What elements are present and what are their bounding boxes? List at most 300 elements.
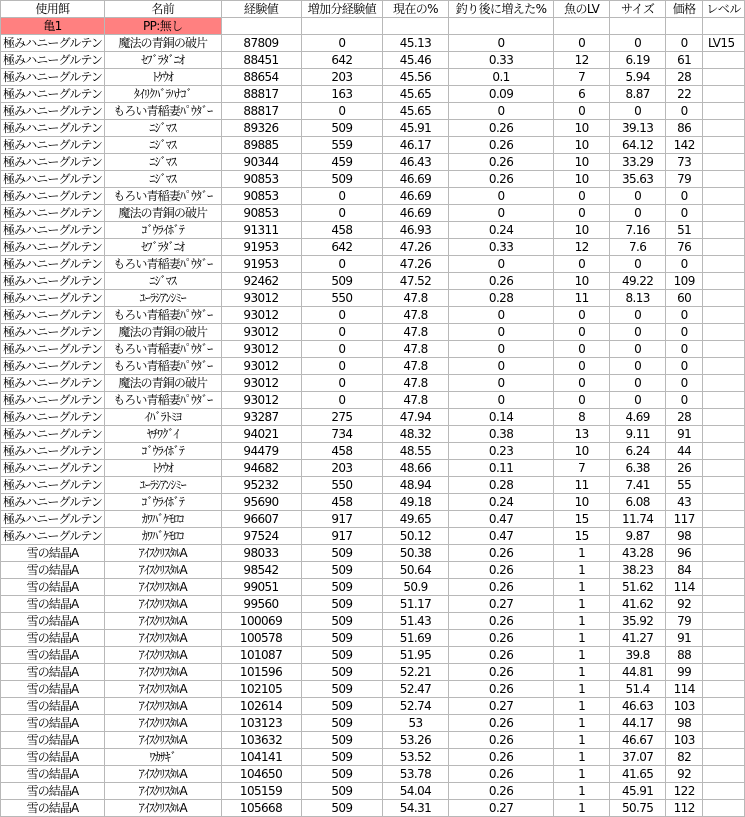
size-cell[interactable]: 6.38: [609, 460, 665, 477]
percent-gain-cell[interactable]: 0.27: [448, 800, 554, 817]
exp-cell[interactable]: 101596: [221, 664, 301, 681]
name-cell[interactable]: ｱｲｽｸﾘｽﾀﾙA: [104, 732, 221, 749]
exp-gain-cell[interactable]: 0: [301, 256, 383, 273]
exp-cell[interactable]: 104650: [221, 766, 301, 783]
bait-cell[interactable]: 極みハニーグルテン: [1, 239, 105, 256]
exp-cell[interactable]: 105159: [221, 783, 301, 800]
current-percent-cell[interactable]: 52.21: [383, 664, 449, 681]
fish-level-cell[interactable]: 1: [554, 800, 610, 817]
name-cell[interactable]: ｱｲｽｸﾘｽﾀﾙA: [104, 715, 221, 732]
size-cell[interactable]: 64.12: [609, 137, 665, 154]
percent-gain-cell[interactable]: 0.26: [448, 613, 554, 630]
bait-cell[interactable]: 極みハニーグルテン: [1, 341, 105, 358]
bait-cell[interactable]: 極みハニーグルテン: [1, 358, 105, 375]
level-cell[interactable]: [703, 647, 745, 664]
name-cell[interactable]: ﾄｹｳｵ: [104, 69, 221, 86]
level-cell[interactable]: [703, 52, 745, 69]
level-cell[interactable]: [703, 766, 745, 783]
percent-gain-cell[interactable]: 0.24: [448, 494, 554, 511]
fish-level-cell[interactable]: 8: [554, 409, 610, 426]
percent-gain-cell[interactable]: 0.28: [448, 477, 554, 494]
percent-gain-cell[interactable]: 0.26: [448, 664, 554, 681]
size-cell[interactable]: 0: [609, 103, 665, 120]
size-cell[interactable]: 33.29: [609, 154, 665, 171]
name-cell[interactable]: ﾕｰﾗｼｱﾝｼﾐｰ: [104, 290, 221, 307]
level-cell[interactable]: [703, 494, 745, 511]
size-cell[interactable]: 6.24: [609, 443, 665, 460]
percent-gain-cell[interactable]: 0.26: [448, 171, 554, 188]
level-cell[interactable]: [703, 120, 745, 137]
exp-gain-cell[interactable]: 509: [301, 749, 383, 766]
current-percent-cell[interactable]: 47.8: [383, 341, 449, 358]
exp-gain-cell[interactable]: 917: [301, 528, 383, 545]
price-cell[interactable]: 86: [666, 120, 703, 137]
name-cell[interactable]: ｺﾞｳﾗｲﾎﾞﾃ: [104, 222, 221, 239]
exp-cell[interactable]: 105668: [221, 800, 301, 817]
exp-gain-cell[interactable]: 0: [301, 103, 383, 120]
price-cell[interactable]: 22: [666, 86, 703, 103]
level-cell[interactable]: [703, 409, 745, 426]
size-cell[interactable]: 44.17: [609, 715, 665, 732]
size-cell[interactable]: 6.08: [609, 494, 665, 511]
fish-level-cell[interactable]: 15: [554, 511, 610, 528]
fish-level-cell[interactable]: 1: [554, 732, 610, 749]
size-cell[interactable]: 0: [609, 375, 665, 392]
percent-gain-cell[interactable]: 0.14: [448, 409, 554, 426]
bait-cell[interactable]: 極みハニーグルテン: [1, 443, 105, 460]
header-bait[interactable]: 使用餌: [1, 1, 105, 18]
current-percent-cell[interactable]: 47.8: [383, 358, 449, 375]
bait-cell[interactable]: 雪の結晶A: [1, 766, 105, 783]
name-cell[interactable]: もろい青稲妻ﾊﾟｳﾀﾞｰ: [104, 103, 221, 120]
exp-gain-cell[interactable]: 458: [301, 443, 383, 460]
percent-gain-cell[interactable]: 0.26: [448, 120, 554, 137]
price-cell[interactable]: 51: [666, 222, 703, 239]
exp-gain-cell[interactable]: 550: [301, 477, 383, 494]
current-percent-cell[interactable]: 50.12: [383, 528, 449, 545]
size-cell[interactable]: 0: [609, 188, 665, 205]
name-cell[interactable]: ﾀｲﾘｸﾊﾞﾗﾊﾅｺﾞ: [104, 86, 221, 103]
exp-gain-cell[interactable]: 509: [301, 579, 383, 596]
current-percent-cell[interactable]: 49.65: [383, 511, 449, 528]
level-cell[interactable]: [703, 511, 745, 528]
current-percent-cell[interactable]: 46.17: [383, 137, 449, 154]
header-current-percent[interactable]: 現在の%: [383, 1, 449, 18]
price-cell[interactable]: 98: [666, 528, 703, 545]
percent-gain-cell[interactable]: 0.24: [448, 222, 554, 239]
exp-cell[interactable]: 99051: [221, 579, 301, 596]
exp-cell[interactable]: 97524: [221, 528, 301, 545]
percent-gain-cell[interactable]: 0.26: [448, 647, 554, 664]
name-cell[interactable]: ﾔﾁﾜｸﾞｲ: [104, 426, 221, 443]
price-cell[interactable]: 109: [666, 273, 703, 290]
size-cell[interactable]: 51.4: [609, 681, 665, 698]
current-percent-cell[interactable]: 49.18: [383, 494, 449, 511]
level-cell[interactable]: LV15: [703, 35, 745, 52]
percent-gain-cell[interactable]: 0.27: [448, 596, 554, 613]
bait-cell[interactable]: 極みハニーグルテン: [1, 154, 105, 171]
percent-gain-cell[interactable]: 0.27: [448, 698, 554, 715]
level-cell[interactable]: [703, 188, 745, 205]
bait-cell[interactable]: 極みハニーグルテン: [1, 307, 105, 324]
level-cell[interactable]: [703, 613, 745, 630]
bait-cell[interactable]: 極みハニーグルテン: [1, 392, 105, 409]
sub-header-name[interactable]: PP:無し: [104, 18, 221, 35]
percent-gain-cell[interactable]: 0: [448, 103, 554, 120]
percent-gain-cell[interactable]: 0.26: [448, 630, 554, 647]
price-cell[interactable]: 0: [666, 358, 703, 375]
percent-gain-cell[interactable]: 0: [448, 307, 554, 324]
exp-cell[interactable]: 102614: [221, 698, 301, 715]
level-cell[interactable]: [703, 579, 745, 596]
level-cell[interactable]: [703, 783, 745, 800]
size-cell[interactable]: 8.13: [609, 290, 665, 307]
price-cell[interactable]: 142: [666, 137, 703, 154]
price-cell[interactable]: 92: [666, 596, 703, 613]
price-cell[interactable]: 44: [666, 443, 703, 460]
percent-gain-cell[interactable]: 0.38: [448, 426, 554, 443]
header-percent-gain[interactable]: 釣り後に増えた%: [448, 1, 554, 18]
level-cell[interactable]: [703, 732, 745, 749]
exp-cell[interactable]: 90853: [221, 188, 301, 205]
exp-gain-cell[interactable]: 559: [301, 137, 383, 154]
bait-cell[interactable]: 雪の結晶A: [1, 579, 105, 596]
fish-level-cell[interactable]: 0: [554, 307, 610, 324]
current-percent-cell[interactable]: 48.94: [383, 477, 449, 494]
size-cell[interactable]: 7.16: [609, 222, 665, 239]
fish-level-cell[interactable]: 7: [554, 69, 610, 86]
current-percent-cell[interactable]: 51.69: [383, 630, 449, 647]
percent-gain-cell[interactable]: 0.26: [448, 783, 554, 800]
current-percent-cell[interactable]: 47.8: [383, 392, 449, 409]
name-cell[interactable]: 魔法の青銅の破片: [104, 324, 221, 341]
bait-cell[interactable]: 雪の結晶A: [1, 613, 105, 630]
size-cell[interactable]: 46.67: [609, 732, 665, 749]
exp-cell[interactable]: 93012: [221, 324, 301, 341]
current-percent-cell[interactable]: 45.56: [383, 69, 449, 86]
empty-cell[interactable]: [666, 18, 703, 35]
exp-gain-cell[interactable]: 0: [301, 375, 383, 392]
current-percent-cell[interactable]: 51.43: [383, 613, 449, 630]
size-cell[interactable]: 0: [609, 307, 665, 324]
exp-gain-cell[interactable]: 509: [301, 647, 383, 664]
level-cell[interactable]: [703, 341, 745, 358]
exp-cell[interactable]: 93012: [221, 307, 301, 324]
fish-level-cell[interactable]: 0: [554, 35, 610, 52]
header-name[interactable]: 名前: [104, 1, 221, 18]
price-cell[interactable]: 79: [666, 613, 703, 630]
exp-gain-cell[interactable]: 0: [301, 205, 383, 222]
level-cell[interactable]: [703, 205, 745, 222]
exp-gain-cell[interactable]: 509: [301, 783, 383, 800]
price-cell[interactable]: 84: [666, 562, 703, 579]
price-cell[interactable]: 61: [666, 52, 703, 69]
size-cell[interactable]: 4.69: [609, 409, 665, 426]
exp-cell[interactable]: 90853: [221, 205, 301, 222]
price-cell[interactable]: 88: [666, 647, 703, 664]
name-cell[interactable]: 魔法の青銅の破片: [104, 35, 221, 52]
current-percent-cell[interactable]: 46.69: [383, 188, 449, 205]
fish-level-cell[interactable]: 0: [554, 375, 610, 392]
fish-level-cell[interactable]: 12: [554, 239, 610, 256]
header-price[interactable]: 価格: [666, 1, 703, 18]
level-cell[interactable]: [703, 562, 745, 579]
exp-gain-cell[interactable]: 509: [301, 766, 383, 783]
level-cell[interactable]: [703, 324, 745, 341]
name-cell[interactable]: ｺﾞｳﾗｲﾎﾞﾃ: [104, 494, 221, 511]
price-cell[interactable]: 43: [666, 494, 703, 511]
fish-level-cell[interactable]: 13: [554, 426, 610, 443]
fish-level-cell[interactable]: 15: [554, 528, 610, 545]
level-cell[interactable]: [703, 222, 745, 239]
exp-gain-cell[interactable]: 509: [301, 698, 383, 715]
name-cell[interactable]: ｱｲｽｸﾘｽﾀﾙA: [104, 766, 221, 783]
size-cell[interactable]: 50.75: [609, 800, 665, 817]
percent-gain-cell[interactable]: 0.26: [448, 137, 554, 154]
fish-level-cell[interactable]: 0: [554, 103, 610, 120]
percent-gain-cell[interactable]: 0: [448, 358, 554, 375]
name-cell[interactable]: ﾄｹｳｵ: [104, 460, 221, 477]
current-percent-cell[interactable]: 45.65: [383, 103, 449, 120]
name-cell[interactable]: ｱｲｽｸﾘｽﾀﾙA: [104, 596, 221, 613]
current-percent-cell[interactable]: 48.55: [383, 443, 449, 460]
exp-cell[interactable]: 88654: [221, 69, 301, 86]
price-cell[interactable]: 103: [666, 732, 703, 749]
sub-header-bait[interactable]: 亀1: [1, 18, 105, 35]
current-percent-cell[interactable]: 47.8: [383, 290, 449, 307]
current-percent-cell[interactable]: 48.66: [383, 460, 449, 477]
exp-gain-cell[interactable]: 203: [301, 460, 383, 477]
exp-cell[interactable]: 88451: [221, 52, 301, 69]
percent-gain-cell[interactable]: 0.26: [448, 273, 554, 290]
current-percent-cell[interactable]: 47.8: [383, 324, 449, 341]
bait-cell[interactable]: 極みハニーグルテン: [1, 426, 105, 443]
exp-cell[interactable]: 102105: [221, 681, 301, 698]
header-fish-level[interactable]: 魚のLV: [554, 1, 610, 18]
name-cell[interactable]: ﾆｼﾞﾏｽ: [104, 154, 221, 171]
fish-level-cell[interactable]: 1: [554, 681, 610, 698]
level-cell[interactable]: [703, 358, 745, 375]
exp-cell[interactable]: 91311: [221, 222, 301, 239]
price-cell[interactable]: 0: [666, 205, 703, 222]
price-cell[interactable]: 0: [666, 392, 703, 409]
exp-gain-cell[interactable]: 509: [301, 273, 383, 290]
bait-cell[interactable]: 極みハニーグルテン: [1, 120, 105, 137]
percent-gain-cell[interactable]: 0.09: [448, 86, 554, 103]
percent-gain-cell[interactable]: 0: [448, 35, 554, 52]
percent-gain-cell[interactable]: 0.26: [448, 579, 554, 596]
name-cell[interactable]: もろい青稲妻ﾊﾟｳﾀﾞｰ: [104, 307, 221, 324]
current-percent-cell[interactable]: 53.52: [383, 749, 449, 766]
empty-cell[interactable]: [448, 18, 554, 35]
exp-gain-cell[interactable]: 509: [301, 613, 383, 630]
bait-cell[interactable]: 雪の結晶A: [1, 732, 105, 749]
name-cell[interactable]: 魔法の青銅の破片: [104, 205, 221, 222]
current-percent-cell[interactable]: 46.93: [383, 222, 449, 239]
exp-gain-cell[interactable]: 509: [301, 732, 383, 749]
exp-gain-cell[interactable]: 509: [301, 681, 383, 698]
exp-cell[interactable]: 100069: [221, 613, 301, 630]
bait-cell[interactable]: 極みハニーグルテン: [1, 528, 105, 545]
size-cell[interactable]: 41.62: [609, 596, 665, 613]
bait-cell[interactable]: 極みハニーグルテン: [1, 69, 105, 86]
level-cell[interactable]: [703, 664, 745, 681]
bait-cell[interactable]: 極みハニーグルテン: [1, 256, 105, 273]
exp-cell[interactable]: 93012: [221, 341, 301, 358]
current-percent-cell[interactable]: 51.95: [383, 647, 449, 664]
current-percent-cell[interactable]: 45.46: [383, 52, 449, 69]
exp-gain-cell[interactable]: 642: [301, 239, 383, 256]
current-percent-cell[interactable]: 54.04: [383, 783, 449, 800]
exp-cell[interactable]: 87809: [221, 35, 301, 52]
exp-gain-cell[interactable]: 458: [301, 494, 383, 511]
percent-gain-cell[interactable]: 0.26: [448, 154, 554, 171]
name-cell[interactable]: ﾕｰﾗｼｱﾝｼﾐｰ: [104, 477, 221, 494]
percent-gain-cell[interactable]: 0.1: [448, 69, 554, 86]
exp-cell[interactable]: 92462: [221, 273, 301, 290]
size-cell[interactable]: 39.8: [609, 647, 665, 664]
percent-gain-cell[interactable]: 0.26: [448, 732, 554, 749]
bait-cell[interactable]: 極みハニーグルテン: [1, 375, 105, 392]
size-cell[interactable]: 46.63: [609, 698, 665, 715]
percent-gain-cell[interactable]: 0.26: [448, 715, 554, 732]
percent-gain-cell[interactable]: 0.26: [448, 681, 554, 698]
fish-level-cell[interactable]: 0: [554, 205, 610, 222]
exp-cell[interactable]: 104141: [221, 749, 301, 766]
exp-gain-cell[interactable]: 509: [301, 171, 383, 188]
exp-cell[interactable]: 96607: [221, 511, 301, 528]
current-percent-cell[interactable]: 45.13: [383, 35, 449, 52]
header-level[interactable]: レベル: [703, 1, 745, 18]
bait-cell[interactable]: 雪の結晶A: [1, 545, 105, 562]
name-cell[interactable]: ｱｲｽｸﾘｽﾀﾙA: [104, 545, 221, 562]
price-cell[interactable]: 117: [666, 511, 703, 528]
fish-level-cell[interactable]: 10: [554, 494, 610, 511]
current-percent-cell[interactable]: 54.31: [383, 800, 449, 817]
price-cell[interactable]: 55: [666, 477, 703, 494]
percent-gain-cell[interactable]: 0.23: [448, 443, 554, 460]
level-cell[interactable]: [703, 86, 745, 103]
fish-level-cell[interactable]: 1: [554, 630, 610, 647]
name-cell[interactable]: ｱｲｽｸﾘｽﾀﾙA: [104, 630, 221, 647]
name-cell[interactable]: ﾆｼﾞﾏｽ: [104, 120, 221, 137]
name-cell[interactable]: ｱｲｽｸﾘｽﾀﾙA: [104, 664, 221, 681]
percent-gain-cell[interactable]: 0.28: [448, 290, 554, 307]
current-percent-cell[interactable]: 50.38: [383, 545, 449, 562]
price-cell[interactable]: 28: [666, 69, 703, 86]
exp-cell[interactable]: 90853: [221, 171, 301, 188]
current-percent-cell[interactable]: 53.78: [383, 766, 449, 783]
current-percent-cell[interactable]: 45.65: [383, 86, 449, 103]
level-cell[interactable]: [703, 698, 745, 715]
size-cell[interactable]: 9.11: [609, 426, 665, 443]
price-cell[interactable]: 112: [666, 800, 703, 817]
fish-level-cell[interactable]: 10: [554, 137, 610, 154]
exp-cell[interactable]: 91953: [221, 256, 301, 273]
price-cell[interactable]: 122: [666, 783, 703, 800]
size-cell[interactable]: 8.87: [609, 86, 665, 103]
percent-gain-cell[interactable]: 0: [448, 341, 554, 358]
percent-gain-cell[interactable]: 0.26: [448, 562, 554, 579]
level-cell[interactable]: [703, 715, 745, 732]
fish-level-cell[interactable]: 11: [554, 290, 610, 307]
exp-cell[interactable]: 98542: [221, 562, 301, 579]
current-percent-cell[interactable]: 48.32: [383, 426, 449, 443]
exp-gain-cell[interactable]: 0: [301, 307, 383, 324]
name-cell[interactable]: ｱｲｽｸﾘｽﾀﾙA: [104, 613, 221, 630]
name-cell[interactable]: もろい青稲妻ﾊﾟｳﾀﾞｰ: [104, 392, 221, 409]
level-cell[interactable]: [703, 154, 745, 171]
name-cell[interactable]: ｱｲｽｸﾘｽﾀﾙA: [104, 800, 221, 817]
price-cell[interactable]: 73: [666, 154, 703, 171]
percent-gain-cell[interactable]: 0.26: [448, 766, 554, 783]
fish-level-cell[interactable]: 10: [554, 171, 610, 188]
exp-cell[interactable]: 95690: [221, 494, 301, 511]
price-cell[interactable]: 91: [666, 630, 703, 647]
bait-cell[interactable]: 雪の結晶A: [1, 698, 105, 715]
exp-gain-cell[interactable]: 275: [301, 409, 383, 426]
current-percent-cell[interactable]: 47.8: [383, 375, 449, 392]
exp-gain-cell[interactable]: 0: [301, 324, 383, 341]
header-exp-gain[interactable]: 増加分経験値: [301, 1, 383, 18]
size-cell[interactable]: 7.6: [609, 239, 665, 256]
empty-cell[interactable]: [221, 18, 301, 35]
percent-gain-cell[interactable]: 0: [448, 256, 554, 273]
current-percent-cell[interactable]: 47.26: [383, 239, 449, 256]
bait-cell[interactable]: 極みハニーグルテン: [1, 290, 105, 307]
fish-level-cell[interactable]: 10: [554, 443, 610, 460]
level-cell[interactable]: [703, 630, 745, 647]
price-cell[interactable]: 99: [666, 664, 703, 681]
exp-gain-cell[interactable]: 509: [301, 545, 383, 562]
level-cell[interactable]: [703, 545, 745, 562]
exp-gain-cell[interactable]: 0: [301, 188, 383, 205]
level-cell[interactable]: [703, 681, 745, 698]
size-cell[interactable]: 51.62: [609, 579, 665, 596]
price-cell[interactable]: 98: [666, 715, 703, 732]
exp-cell[interactable]: 95232: [221, 477, 301, 494]
bait-cell[interactable]: 極みハニーグルテン: [1, 494, 105, 511]
size-cell[interactable]: 35.92: [609, 613, 665, 630]
level-cell[interactable]: [703, 171, 745, 188]
level-cell[interactable]: [703, 307, 745, 324]
current-percent-cell[interactable]: 46.43: [383, 154, 449, 171]
size-cell[interactable]: 0: [609, 324, 665, 341]
exp-gain-cell[interactable]: 0: [301, 392, 383, 409]
exp-cell[interactable]: 101087: [221, 647, 301, 664]
exp-cell[interactable]: 90344: [221, 154, 301, 171]
price-cell[interactable]: 103: [666, 698, 703, 715]
price-cell[interactable]: 92: [666, 766, 703, 783]
exp-cell[interactable]: 98033: [221, 545, 301, 562]
fish-level-cell[interactable]: 1: [554, 613, 610, 630]
fish-level-cell[interactable]: 6: [554, 86, 610, 103]
price-cell[interactable]: 0: [666, 188, 703, 205]
fish-level-cell[interactable]: 1: [554, 698, 610, 715]
name-cell[interactable]: ｺﾞｳﾗｲﾎﾞﾃ: [104, 443, 221, 460]
exp-gain-cell[interactable]: 163: [301, 86, 383, 103]
price-cell[interactable]: 26: [666, 460, 703, 477]
bait-cell[interactable]: 雪の結晶A: [1, 800, 105, 817]
bait-cell[interactable]: 極みハニーグルテン: [1, 460, 105, 477]
bait-cell[interactable]: 極みハニーグルテン: [1, 103, 105, 120]
percent-gain-cell[interactable]: 0: [448, 188, 554, 205]
fish-level-cell[interactable]: 1: [554, 664, 610, 681]
bait-cell[interactable]: 雪の結晶A: [1, 596, 105, 613]
empty-cell[interactable]: [703, 18, 745, 35]
exp-cell[interactable]: 100578: [221, 630, 301, 647]
exp-gain-cell[interactable]: 509: [301, 120, 383, 137]
